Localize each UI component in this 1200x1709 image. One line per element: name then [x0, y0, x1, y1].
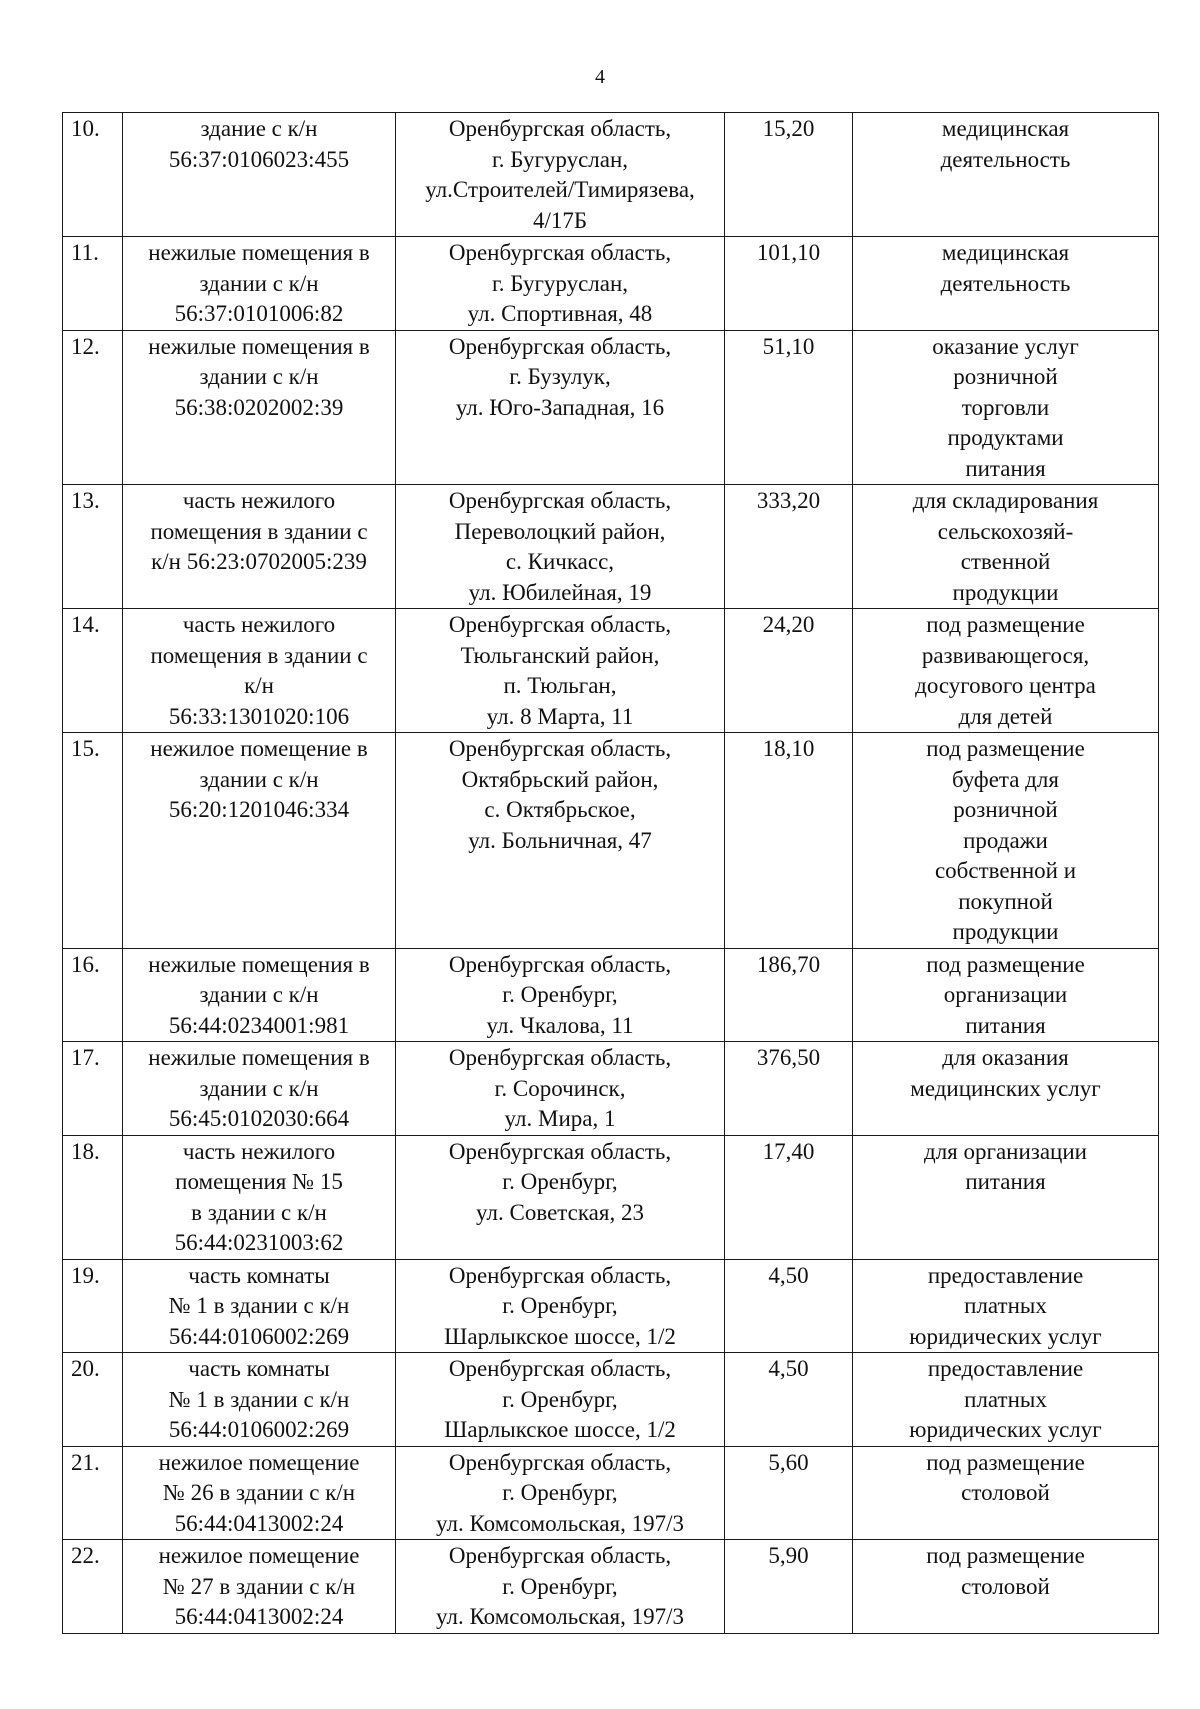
object-address-cell: [396, 609, 725, 733]
usage-purpose-cell: [853, 330, 1159, 485]
object-description: часть нежилого помещения в здании с к/н 56:33:1301020:106: [150, 612, 368, 729]
usage-purpose: медицинская деятельность: [940, 116, 1071, 172]
row-number-cell: [63, 485, 123, 609]
object-area-cell: [725, 113, 853, 237]
object-area-cell: [725, 733, 853, 949]
object-description: нежилое помещение № 26 в здании с к/н 56:44:0413002:24: [158, 1449, 360, 1536]
object-description: часть комнаты № 1 в здании с к/н 56:44:0106002:269: [168, 1356, 350, 1442]
object-area: 5,90: [768, 1543, 809, 1568]
object-address-cell: [396, 948, 725, 1042]
object-description: нежилые помещения в здании с к/н 56:45:0102030:664: [148, 1045, 370, 1131]
row-number-cell: [63, 1259, 123, 1353]
object-address-cell: [396, 237, 725, 331]
row-number-cell: [63, 1540, 123, 1634]
object-area: 333,20: [756, 488, 821, 513]
object-description: нежилые помещения в здании с к/н 56:37:0101006:82: [148, 240, 370, 326]
object-area: 15,20: [762, 116, 815, 141]
object-description-cell: [123, 330, 396, 485]
table-row: [63, 1135, 1159, 1259]
usage-purpose-cell: [853, 1353, 1159, 1447]
object-description-cell: [123, 1353, 396, 1447]
row-number: 19.: [71, 1262, 100, 1288]
object-address: Оренбургская область, г. Оренбург, ул. Чкалова, 11: [448, 951, 672, 1038]
object-area: 4,50: [768, 1262, 809, 1288]
object-area-cell: [725, 1540, 853, 1634]
table-row: [63, 948, 1159, 1042]
object-description-cell: [123, 1135, 396, 1259]
usage-purpose-cell: [853, 1540, 1159, 1634]
object-area: 101,10: [756, 240, 821, 265]
object-address: Оренбургская область, Тюльганский район, п. Тюльган, ул. 8 Марта, 11: [448, 612, 672, 729]
row-number: 20.: [71, 1356, 100, 1381]
object-area-cell: [725, 237, 853, 331]
object-description: здание с к/н 56:37:0106023:455: [168, 116, 350, 172]
object-description-cell: [123, 1446, 396, 1540]
object-address-cell: [396, 733, 725, 949]
object-area-cell: [725, 485, 853, 609]
object-description: нежилое помещение в здании с к/н 56:20:1201046:334: [150, 736, 368, 822]
table-row: [63, 113, 1159, 237]
object-address-cell: [396, 330, 725, 485]
object-address: Оренбургская область, Октябрьский район, с. Октябрьское, ул. Больничная, 47: [448, 736, 672, 853]
object-area: 186,70: [756, 951, 821, 977]
usage-purpose-cell: [853, 1259, 1159, 1353]
row-number-cell: [63, 1042, 123, 1136]
page-number: 4: [595, 66, 605, 88]
object-area: 4,50: [768, 1356, 809, 1381]
row-number-cell: [63, 948, 123, 1042]
object-area: 51,10: [762, 333, 815, 359]
usage-purpose: медицинская деятельность: [940, 240, 1071, 296]
usage-purpose: для оказания медицинских услуг: [910, 1045, 1101, 1101]
row-number: 18.: [71, 1138, 100, 1164]
usage-purpose-cell: [853, 1135, 1159, 1259]
object-description: часть комнаты № 1 в здании с к/н 56:44:0106002:269: [168, 1262, 350, 1349]
object-address: Оренбургская область, г. Бугуруслан, ул.Строителей/Тимирязева, 4/17Б: [425, 116, 695, 233]
object-area: 18,10: [762, 736, 815, 761]
usage-purpose-cell: [853, 113, 1159, 237]
usage-purpose: под размещение столовой: [926, 1543, 1085, 1599]
object-address-cell: [396, 1540, 725, 1634]
usage-purpose-cell: [853, 609, 1159, 733]
object-description-cell: [123, 733, 396, 949]
object-area: 376,50: [756, 1045, 821, 1070]
row-number: 13.: [71, 488, 100, 513]
row-number: 15.: [71, 736, 100, 761]
object-description: часть нежилого помещения в здании с к/н 56:23:0702005:239: [150, 488, 368, 574]
object-address-cell: [396, 1259, 725, 1353]
usage-purpose: под размещение организации питания: [926, 951, 1085, 1038]
object-area-cell: [725, 1259, 853, 1353]
usage-purpose: для складирования сельскохозяй- ственной продукции: [912, 488, 1099, 605]
row-number: 10.: [71, 116, 100, 141]
object-description-cell: [123, 113, 396, 237]
object-address: Оренбургская область, г. Бугуруслан, ул. Спортивная, 48: [448, 240, 672, 326]
row-number-cell: [63, 330, 123, 485]
object-address: Оренбургская область, г. Оренбург, ул. Комсомольская, 197/3: [436, 1543, 684, 1629]
object-description-cell: [123, 1259, 396, 1353]
table-row: [63, 609, 1159, 733]
object-area-cell: [725, 1446, 853, 1540]
object-address: Оренбургская область, г. Оренбург, Шарлыкское шоссе, 1/2: [444, 1262, 676, 1349]
object-address: Оренбургская область, г. Оренбург, ул. Комсомольская, 197/3: [436, 1449, 684, 1536]
property-table-body: [63, 113, 1159, 1634]
row-number-cell: [63, 113, 123, 237]
row-number: 11.: [71, 240, 99, 265]
object-area-cell: [725, 1135, 853, 1259]
table-row: [63, 330, 1159, 485]
object-description-cell: [123, 237, 396, 331]
object-area: 24,20: [762, 612, 815, 637]
row-number-cell: [63, 237, 123, 331]
object-area-cell: [725, 330, 853, 485]
property-table: [62, 112, 1159, 1634]
row-number-cell: [63, 733, 123, 949]
row-number-cell: [63, 1353, 123, 1447]
object-area-cell: [725, 1042, 853, 1136]
usage-purpose: для организации питания: [924, 1138, 1087, 1194]
row-number-cell: [63, 1446, 123, 1540]
usage-purpose: под размещение буфета для розничной продажи собственной и покупной продукции: [926, 736, 1085, 944]
object-description-cell: [123, 485, 396, 609]
object-description: часть нежилого помещения № 15 в здании с к/н 56:44:0231003:62: [174, 1138, 344, 1255]
table-row: [63, 1540, 1159, 1634]
usage-purpose-cell: [853, 485, 1159, 609]
usage-purpose: предоставление платных юридических услуг: [909, 1262, 1102, 1349]
object-area: 17,40: [762, 1138, 815, 1164]
object-area-cell: [725, 1353, 853, 1447]
usage-purpose-cell: [853, 1446, 1159, 1540]
object-description: нежилые помещения в здании с к/н 56:44:0234001:981: [148, 951, 370, 1038]
row-number-cell: [63, 1135, 123, 1259]
usage-purpose-cell: [853, 733, 1159, 949]
object-address-cell: [396, 1446, 725, 1540]
usage-purpose: под размещение развивающегося, досугового центра для детей: [915, 612, 1096, 729]
row-number-cell: [63, 609, 123, 733]
object-description-cell: [123, 948, 396, 1042]
table-row: [63, 237, 1159, 331]
object-address: Оренбургская область, г. Сорочинск, ул. Мира, 1: [448, 1045, 672, 1131]
row-number: 16.: [71, 951, 100, 977]
table-row: [63, 1353, 1159, 1447]
object-address: Оренбургская область, г. Оренбург, Шарлыкское шоссе, 1/2: [444, 1356, 676, 1442]
usage-purpose-cell: [853, 237, 1159, 331]
object-address-cell: [396, 485, 725, 609]
usage-purpose: оказание услуг розничной торговли продуктами питания: [932, 333, 1079, 481]
table-row: [63, 485, 1159, 609]
object-address-cell: [396, 1135, 725, 1259]
usage-purpose: под размещение столовой: [926, 1449, 1085, 1505]
object-description: нежилые помещения в здании с к/н 56:38:0202002:39: [148, 333, 370, 420]
object-description: нежилое помещение № 27 в здании с к/н 56:44:0413002:24: [158, 1543, 360, 1629]
object-address-cell: [396, 113, 725, 237]
object-description-cell: [123, 1042, 396, 1136]
row-number: 21.: [71, 1449, 100, 1475]
row-number: 14.: [71, 612, 100, 637]
usage-purpose-cell: [853, 948, 1159, 1042]
object-address-cell: [396, 1353, 725, 1447]
row-number: 22.: [71, 1543, 100, 1568]
object-area-cell: [725, 948, 853, 1042]
object-area: 5,60: [768, 1449, 809, 1475]
object-description-cell: [123, 609, 396, 733]
usage-purpose: предоставление платных юридических услуг: [909, 1356, 1102, 1442]
object-area-cell: [725, 609, 853, 733]
row-number: 17.: [71, 1045, 100, 1070]
object-address: Оренбургская область, Переволоцкий район, с. Кичкасс, ул. Юбилейная, 19: [448, 488, 672, 605]
object-address: Оренбургская область, г. Оренбург, ул. Советская, 23: [448, 1138, 672, 1225]
usage-purpose-cell: [853, 1042, 1159, 1136]
table-row: [63, 1446, 1159, 1540]
object-address: Оренбургская область, г. Бузулук, ул. Юго-Западная, 16: [448, 333, 672, 420]
object-address-cell: [396, 1042, 725, 1136]
table-row: [63, 1042, 1159, 1136]
table-row: [63, 733, 1159, 949]
object-description-cell: [123, 1540, 396, 1634]
row-number: 12.: [71, 333, 100, 359]
table-row: [63, 1259, 1159, 1353]
